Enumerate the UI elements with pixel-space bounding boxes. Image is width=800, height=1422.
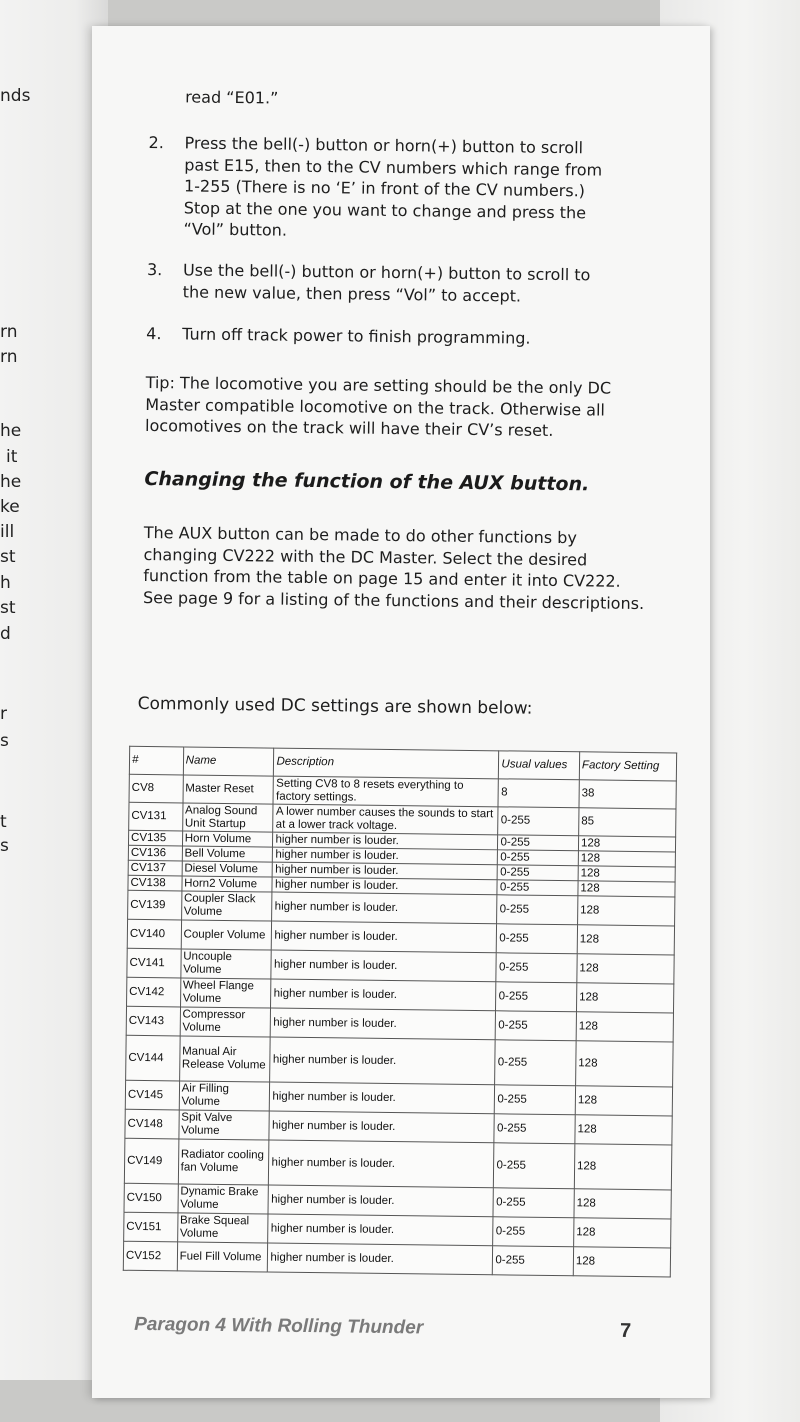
- left-page-text: h: [0, 573, 11, 593]
- section-heading: Changing the function of the AUX button.: [144, 467, 590, 496]
- cv-usual-values: 8: [498, 779, 579, 808]
- cv-usual-values: 0-255: [495, 1040, 576, 1086]
- cv-description: higher number is louder.: [269, 1111, 494, 1143]
- header-name: Name: [183, 747, 274, 776]
- cv-description: higher number is louder.: [270, 1037, 496, 1085]
- cv-description: higher number is louder.: [271, 1008, 496, 1040]
- cv-factory-setting: 128: [574, 1189, 671, 1219]
- step-1-continued: [149, 86, 609, 114]
- step-text: read “E01.”: [185, 87, 279, 108]
- table-intro: Commonly used DC settings are shown below:: [137, 693, 533, 719]
- tip-paragraph: Tip: The locomotive you are setting should be the only DC Master compatible locomotive on the track. Otherwise all locomotives on the track will have their CV’s reset.: [145, 372, 612, 440]
- cv-number: CV135: [128, 830, 182, 846]
- cv-factory-setting: 128: [576, 983, 673, 1013]
- cv-factory-setting: 38: [579, 780, 676, 809]
- left-page-text: he: [0, 472, 22, 492]
- cv-number: CV152: [123, 1241, 177, 1271]
- footer-title: Paragon 4 With Rolling Thunder: [134, 1313, 424, 1339]
- cv-name: Spit Valve Volume: [179, 1110, 270, 1140]
- cv-number: CV138: [128, 875, 182, 891]
- cv-name: Uncouple Volume: [181, 949, 272, 979]
- cv-factory-setting: 128: [578, 866, 675, 882]
- cv-number: CV137: [128, 860, 182, 876]
- cv-number: CV142: [127, 977, 181, 1007]
- cv-number: CV150: [124, 1183, 178, 1213]
- cv-name: Dynamic Brake Volume: [178, 1184, 269, 1214]
- left-page-text: rn: [0, 322, 18, 342]
- step-text: Turn off track power to finish programming.: [182, 324, 531, 348]
- left-page-text: d: [0, 624, 11, 644]
- cv-usual-values: 0-255: [498, 850, 579, 866]
- cv-name: Bell Volume: [182, 846, 273, 862]
- cv-description: higher number is louder.: [270, 1082, 495, 1114]
- booklet-page: [92, 26, 710, 1398]
- cv-factory-setting: 128: [575, 1086, 672, 1116]
- cv-factory-setting: 128: [577, 954, 674, 984]
- cv-factory-setting: 128: [578, 836, 675, 852]
- cv-description: higher number is louder.: [268, 1214, 493, 1246]
- table-row: [123, 1241, 670, 1277]
- cv-description: higher number is louder.: [271, 979, 496, 1011]
- cv-factory-setting: 128: [576, 1041, 674, 1087]
- table-row: [126, 1035, 674, 1087]
- cv-usual-values: 0-255: [497, 924, 578, 954]
- left-page-text: ke: [0, 497, 20, 517]
- cv-name: Master Reset: [183, 775, 274, 804]
- cv-name: Compressor Volume: [180, 1007, 271, 1037]
- cv-number: CV8: [129, 774, 183, 803]
- cv-description: higher number is louder.: [273, 862, 498, 880]
- header-factory-setting: Factory Setting: [579, 752, 676, 781]
- left-page-text: t: [0, 812, 7, 832]
- left-page-text: st: [0, 598, 16, 618]
- cv-settings-table: [123, 746, 677, 1278]
- cv-description: higher number is louder.: [273, 847, 498, 865]
- cv-description: A lower number causes the sounds to start at a lower track voltage.: [273, 804, 498, 835]
- cv-usual-values: 0-255: [496, 1011, 577, 1041]
- aux-paragraph: The AUX button can be made to do other functions by changing CV222 with the DC Master. Select the desired function from the table on page 15 and enter it into CV222. See page 9 for a listing of the functions and their descriptions.: [142, 522, 645, 613]
- cv-usual-values: 0-255: [497, 880, 578, 896]
- cv-name: Manual Air Release Volume: [179, 1036, 270, 1082]
- cv-number: CV144: [126, 1035, 180, 1081]
- cv-description: higher number is louder.: [272, 877, 497, 895]
- cv-name: Brake Squeal Volume: [177, 1213, 268, 1243]
- step-number: 3.: [146, 259, 163, 280]
- cv-description: higher number is louder.: [272, 892, 497, 924]
- cv-factory-setting: 85: [579, 808, 676, 837]
- step-2: [147, 132, 608, 248]
- cv-usual-values: 0-255: [493, 1217, 574, 1247]
- cv-factory-setting: 128: [573, 1247, 670, 1277]
- step-number: 4.: [146, 323, 162, 344]
- page-content: [125, 26, 670, 1342]
- cv-number: CV141: [127, 948, 181, 978]
- cv-name: Analog Sound Unit Startup: [182, 803, 273, 832]
- step-3: [147, 259, 608, 309]
- cv-name: Wheel Flange Volume: [180, 978, 271, 1008]
- cv-description: higher number is louder.: [269, 1140, 495, 1188]
- cv-usual-values: 0-255: [496, 953, 577, 983]
- cv-number: CV143: [126, 1006, 180, 1036]
- left-page-text: nds: [0, 86, 31, 106]
- left-page-text: it: [6, 447, 18, 467]
- cv-number: CV149: [124, 1138, 178, 1184]
- cv-usual-values: 0-255: [497, 895, 578, 925]
- header-usual-values: Usual values: [499, 751, 580, 780]
- step-4: [146, 323, 606, 351]
- table-row: [124, 1138, 672, 1190]
- cv-description: Setting CV8 to 8 resets everything to factory settings.: [273, 776, 498, 807]
- cv-description: higher number is louder.: [272, 921, 497, 953]
- cv-usual-values: 0-255: [493, 1246, 574, 1276]
- left-page-text: r: [0, 704, 7, 724]
- cv-usual-values: 0-255: [494, 1114, 575, 1144]
- step-text: Use the bell(-) button or horn(+) button to scroll to the new value, then press “Vol” to accept.: [182, 260, 591, 306]
- left-page-text: s: [0, 836, 9, 856]
- cv-number: CV145: [125, 1080, 179, 1110]
- cv-description: higher number is louder.: [268, 1243, 493, 1275]
- cv-name: Horn2 Volume: [182, 876, 273, 892]
- cv-factory-setting: 128: [577, 925, 674, 955]
- cv-name: Air Filling Volume: [179, 1081, 270, 1111]
- cv-number: CV131: [129, 802, 183, 831]
- cv-factory-setting: 128: [578, 896, 675, 926]
- cv-description: higher number is louder.: [273, 832, 498, 850]
- left-page-text: ill: [0, 522, 15, 542]
- step-number: 2.: [148, 132, 164, 153]
- cv-usual-values: 0-255: [498, 835, 579, 851]
- page-number: 7: [619, 1319, 632, 1342]
- cv-usual-values: 0-255: [498, 865, 579, 881]
- left-page-text: s: [0, 731, 9, 751]
- cv-factory-setting: 128: [575, 1115, 672, 1145]
- cv-name: Coupler Slack Volume: [181, 891, 272, 921]
- cv-number: CV151: [124, 1212, 178, 1242]
- cv-factory-setting: 128: [576, 1012, 673, 1042]
- cv-usual-values: 0-255: [498, 807, 579, 836]
- cv-number: CV139: [128, 890, 182, 920]
- cv-name: Radiator cooling fan Volume: [178, 1139, 269, 1185]
- left-page-text: rn: [0, 347, 18, 367]
- cv-description: higher number is louder.: [268, 1185, 493, 1217]
- cv-number: CV148: [125, 1109, 179, 1139]
- left-page-text: he: [0, 421, 22, 441]
- cv-name: Diesel Volume: [182, 861, 273, 877]
- cv-usual-values: 0-255: [495, 1085, 576, 1115]
- cv-number: CV136: [128, 845, 182, 861]
- header-number: #: [129, 746, 183, 775]
- cv-factory-setting: 128: [578, 881, 675, 897]
- cv-factory-setting: 128: [574, 1144, 672, 1190]
- left-page-text: st: [0, 547, 16, 567]
- cv-usual-values: 0-255: [493, 1188, 574, 1218]
- cv-name: Coupler Volume: [181, 920, 272, 950]
- header-description: Description: [274, 748, 499, 779]
- cv-name: Horn Volume: [182, 831, 273, 847]
- step-text: Press the bell(-) button or horn(+) button to scroll past E15, then to the CV numbers which range from 1-255 (There is no ‘E’ in front of the CV numbers.) Stop at the one you want to change and press the “Vol” button.: [183, 133, 603, 240]
- cv-factory-setting: 128: [578, 851, 675, 867]
- cv-factory-setting: 128: [574, 1218, 671, 1248]
- cv-usual-values: 0-255: [496, 982, 577, 1012]
- cv-name: Fuel Fill Volume: [177, 1242, 268, 1272]
- cv-usual-values: 0-255: [494, 1143, 575, 1189]
- cv-number: CV140: [127, 919, 181, 949]
- cv-description: higher number is louder.: [271, 950, 496, 982]
